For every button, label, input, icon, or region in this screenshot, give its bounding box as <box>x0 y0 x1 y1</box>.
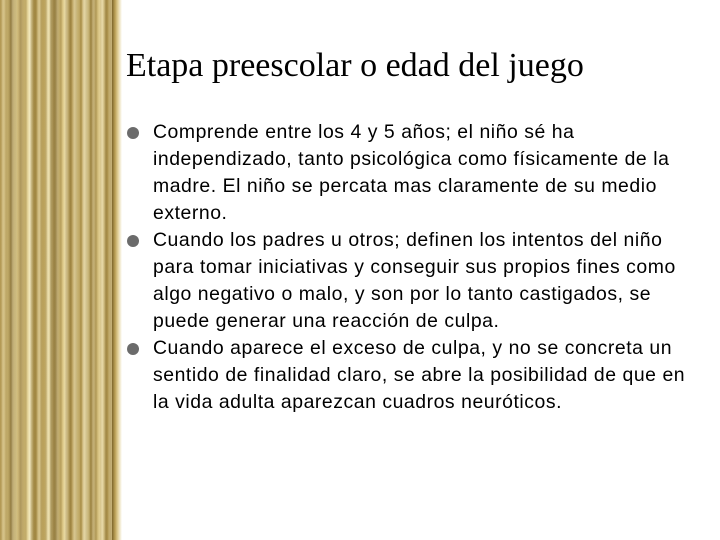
bullet-item <box>126 227 706 335</box>
bullet-text: Cuando aparece el exceso de culpa, y no se concreta un sentido de finalidad claro, se abre la posibilidad de que en la vida adulta aparezcan cuadros neuróticos. <box>153 337 686 413</box>
gold-decorative-band <box>0 0 112 540</box>
bullet-list <box>126 119 706 416</box>
bullet-dot-icon <box>127 127 139 139</box>
bullet-dot-icon <box>127 343 139 355</box>
bullet-dot-icon <box>127 235 139 247</box>
gold-band-edge <box>112 0 122 540</box>
bullet-item <box>126 335 706 416</box>
bullet-item <box>126 119 706 227</box>
bullet-text: Comprende entre los 4 y 5 años; el niño sé ha independizado, tanto psicológica como físicamente de la madre. El niño se percata mas claramente de su medio externo. <box>153 121 670 224</box>
bullet-text: Cuando los padres u otros; definen los intentos del niño para tomar iniciativas y conseguir sus propios fines como algo negativo o malo, y son por lo tanto castigados, se puede generar una reacción de culpa. <box>153 229 676 332</box>
slide-title: Etapa preescolar o edad del juego <box>126 47 584 84</box>
